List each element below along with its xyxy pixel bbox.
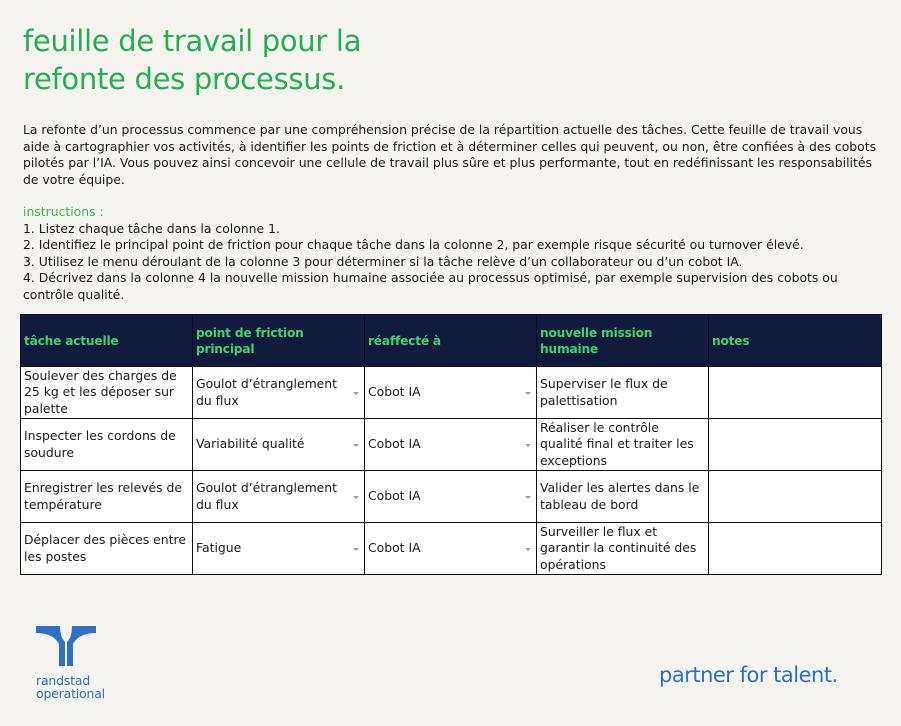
dropdown-arrow-icon[interactable] [353, 392, 359, 395]
notes-cell[interactable] [709, 367, 882, 419]
mission-cell[interactable]: Surveiller le flux et garantir la continuité des opérations [537, 523, 709, 575]
reassigned-cell[interactable] [365, 419, 537, 471]
reassigned-value: Cobot IA [368, 488, 421, 504]
column-header-notes: notes [709, 315, 882, 367]
table-row [21, 471, 882, 523]
reassigned-dropdown[interactable] [368, 523, 533, 574]
tagline: partner for talent. [659, 663, 838, 687]
task-cell[interactable]: Déplacer des pièces entre les postes [21, 523, 193, 575]
friction-value: Goulot d’étranglement du flux [196, 376, 338, 408]
column-header-mission: nouvelle mission humaine [537, 315, 709, 367]
dropdown-arrow-icon[interactable] [525, 548, 531, 551]
instructions-section [23, 204, 883, 304]
friction-cell[interactable] [193, 471, 365, 523]
logo-text-randstad: randstad [36, 673, 91, 688]
reassigned-cell[interactable] [365, 523, 537, 575]
column-header-task: tâche actuelle [21, 315, 193, 367]
dropdown-arrow-icon[interactable] [353, 496, 359, 499]
column-header-friction: point de friction principal [193, 315, 365, 367]
dropdown-arrow-icon[interactable] [353, 444, 359, 447]
reassigned-value: Cobot IA [368, 436, 421, 452]
reassigned-value: Cobot IA [368, 540, 421, 556]
reassigned-dropdown[interactable] [368, 471, 533, 522]
intro-paragraph: La refonte d’un processus commence par une compréhension précise de la répartition actuelle des tâches. Cette feuille de travail vous aide à cartographier vos activités, à identifier les points de friction et à déterminer celles qui peuvent, ou non, être confiées à des cobots pilotés par l’IA. Vous pouvez ainsi concevoir une cellule de travail plus sûre et plus performante, tout en redéfinissant les responsabilités de votre équipe. [23, 122, 877, 187]
friction-dropdown[interactable] [196, 419, 361, 470]
friction-dropdown[interactable] [196, 523, 361, 574]
friction-value: Goulot d’étranglement du flux [196, 480, 338, 512]
dropdown-arrow-icon[interactable] [525, 444, 531, 447]
instruction-step: 2. Identifiez le principal point de friction pour chaque tâche dans la colonne 2, par exemple risque sécurité ou turnover élevé. [23, 237, 804, 253]
task-cell[interactable]: Inspecter les cordons de soudure [21, 419, 193, 471]
reassigned-value: Cobot IA [368, 384, 421, 400]
worksheet-table [20, 314, 882, 575]
instruction-step: 4. Décrivez dans la colonne 4 la nouvelle mission humaine associée au processus optimisé, par exemple supervision des cobots ou contrôle qualité. [23, 270, 838, 302]
page-title [23, 22, 361, 98]
notes-cell[interactable] [709, 523, 882, 575]
page-title-line-2: refonte des processus. [23, 62, 346, 96]
reassigned-cell[interactable] [365, 367, 537, 419]
randstad-logo-icon [36, 626, 96, 666]
friction-cell[interactable] [193, 419, 365, 471]
reassigned-dropdown[interactable] [368, 367, 533, 418]
friction-value: Fatigue [196, 540, 242, 556]
column-header-reassigned: réaffecté à [365, 315, 537, 367]
friction-dropdown[interactable] [196, 471, 361, 522]
dropdown-arrow-icon[interactable] [525, 392, 531, 395]
instruction-step: 3. Utilisez le menu déroulant de la colonne 3 pour déterminer si la tâche relève d’un collaborateur ou d’un cobot IA. [23, 253, 743, 269]
mission-cell[interactable]: Superviser le flux de palettisation [537, 367, 709, 419]
reassigned-dropdown[interactable] [368, 419, 533, 470]
friction-cell[interactable] [193, 367, 365, 419]
friction-value: Variabilité qualité [196, 436, 305, 452]
notes-cell[interactable] [709, 419, 882, 471]
page-title-line-1: feuille de travail pour la [23, 24, 362, 58]
table-row [21, 367, 882, 419]
table-header-row [21, 315, 882, 367]
instructions-list [23, 221, 883, 304]
instructions-label: instructions : [23, 204, 104, 219]
table-row [21, 523, 882, 575]
mission-cell[interactable]: Réaliser le contrôle qualité final et traiter les exceptions [537, 419, 709, 471]
notes-cell[interactable] [709, 471, 882, 523]
friction-dropdown[interactable] [196, 367, 361, 418]
task-cell[interactable]: Enregistrer les relevés de température [21, 471, 193, 523]
randstad-logo [36, 626, 105, 701]
friction-cell[interactable] [193, 523, 365, 575]
dropdown-arrow-icon[interactable] [525, 496, 531, 499]
mission-cell[interactable]: Valider les alertes dans le tableau de bord [537, 471, 709, 523]
table-row [21, 419, 882, 471]
task-cell[interactable]: Soulever des charges de 25 kg et les déposer sur palette [21, 367, 193, 419]
instruction-step: 1. Listez chaque tâche dans la colonne 1. [23, 220, 280, 236]
logo-text-operational: operational [36, 686, 105, 701]
reassigned-cell[interactable] [365, 471, 537, 523]
dropdown-arrow-icon[interactable] [353, 548, 359, 551]
